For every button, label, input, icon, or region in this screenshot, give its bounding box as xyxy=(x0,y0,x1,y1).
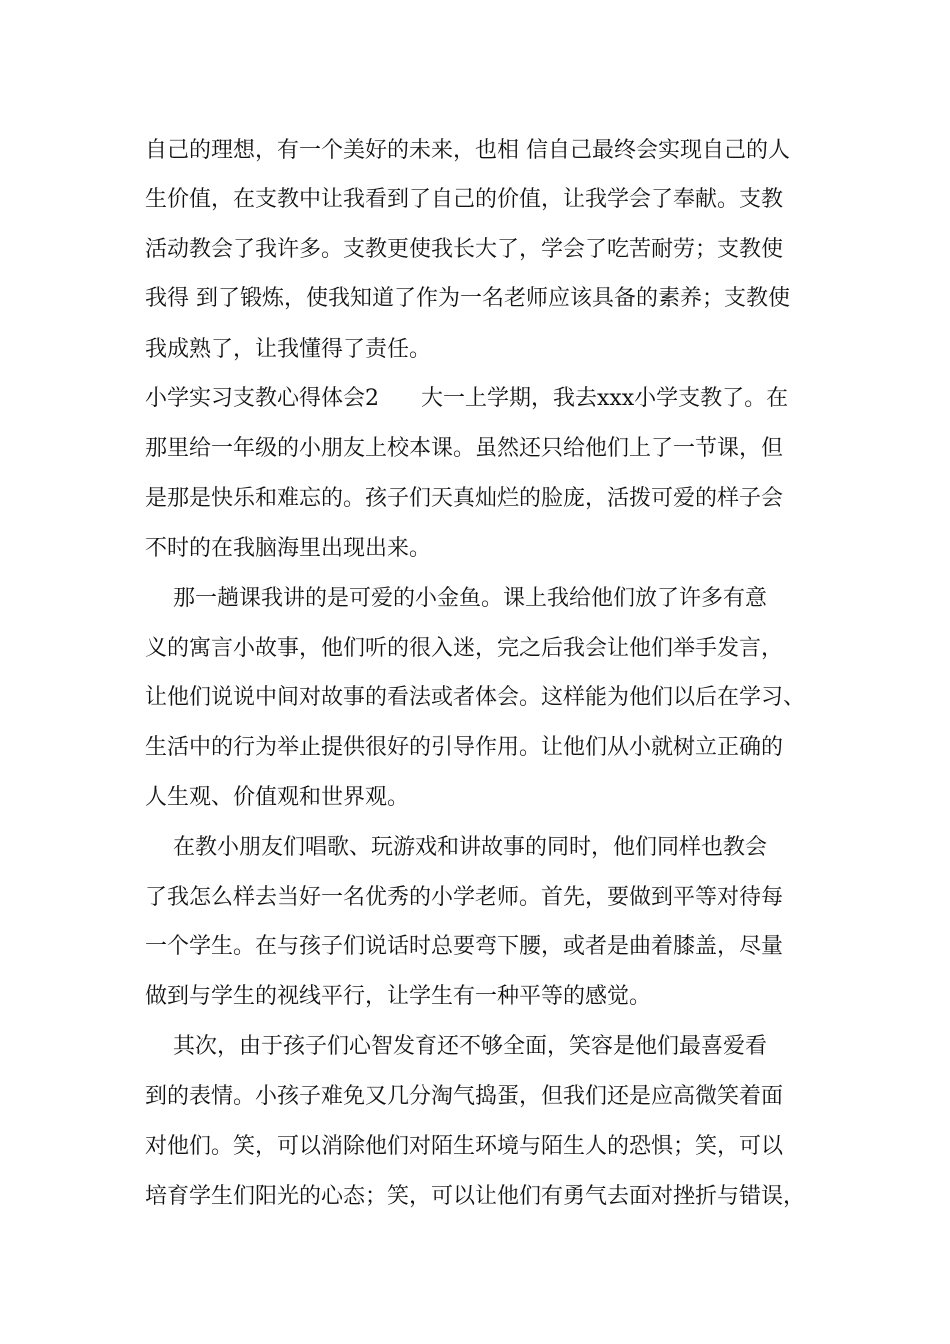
text-line: 培育学生们阳光的心态；笑，可以让他们有勇气去面对挫折与错误， xyxy=(145,1184,806,1209)
text-line: 做到与学生的视线平行，让学生有一种平等的感觉。 xyxy=(145,984,652,1009)
section-heading-line: 小学实习支教心得体会2 大一上学期，我去xxx小学支教了。在 xyxy=(145,386,789,411)
text-line: 人生观、价值观和世界观。 xyxy=(145,785,410,810)
text-line: 那里给一年级的小朋友上校本课。虽然还只给他们上了一节课，但 xyxy=(145,436,784,461)
text-line: 让他们说说中间对故事的看法或者体会。这样能为他们以后在学习、 xyxy=(145,685,806,710)
text-line: 一个学生。在与孩子们说话时总要弯下腰，或者是曲着膝盖，尽量 xyxy=(145,934,784,959)
text-line: 我得 到了锻炼，使我知道了作为一名老师应该具备的素养；支教使 xyxy=(145,286,790,311)
text-line: 是那是快乐和难忘的。孩子们天真灿烂的脸庞，活拨可爱的样子会 xyxy=(145,486,784,511)
text-line: 生活中的行为举止提供很好的引导作用。让他们从小就树立正确的 xyxy=(145,735,784,760)
text-line: 到的表情。小孩子难免又几分淘气捣蛋，但我们还是应高微笑着面 xyxy=(145,1084,784,1109)
text-line: 义的寓言小故事，他们听的很入迷，完之后我会让他们举手发言， xyxy=(145,636,784,661)
text-line: 其次，由于孩子们心智发育还不够全面，笑容是他们最喜爱看 xyxy=(145,1034,767,1059)
text-line: 自己的理想，有一个美好的未来，也相 信自己最终会实现自己的人 xyxy=(145,138,790,163)
text-line: 不时的在我脑海里出现出来。 xyxy=(145,536,432,561)
text-line: 在教小朋友们唱歌、玩游戏和讲故事的同时，他们同样也教会 xyxy=(145,835,767,860)
text-line: 那一趟课我讲的是可爱的小金鱼。课上我给他们放了许多有意 xyxy=(145,586,767,611)
text-line: 生价值，在支教中让我看到了自己的价值，让我学会了奉献。支教 xyxy=(145,187,784,212)
text-line: 对他们。笑，可以消除他们对陌生环境与陌生人的恐惧；笑，可以 xyxy=(145,1134,784,1159)
text-line: 活动教会了我许多。支教更使我长大了，学会了吃苦耐劳；支教使 xyxy=(145,237,784,262)
text-line: 了我怎么样去当好一名优秀的小学老师。首先，要做到平等对待每 xyxy=(145,885,784,910)
text-line: 我成熟了，让我懂得了责任。 xyxy=(145,337,432,362)
